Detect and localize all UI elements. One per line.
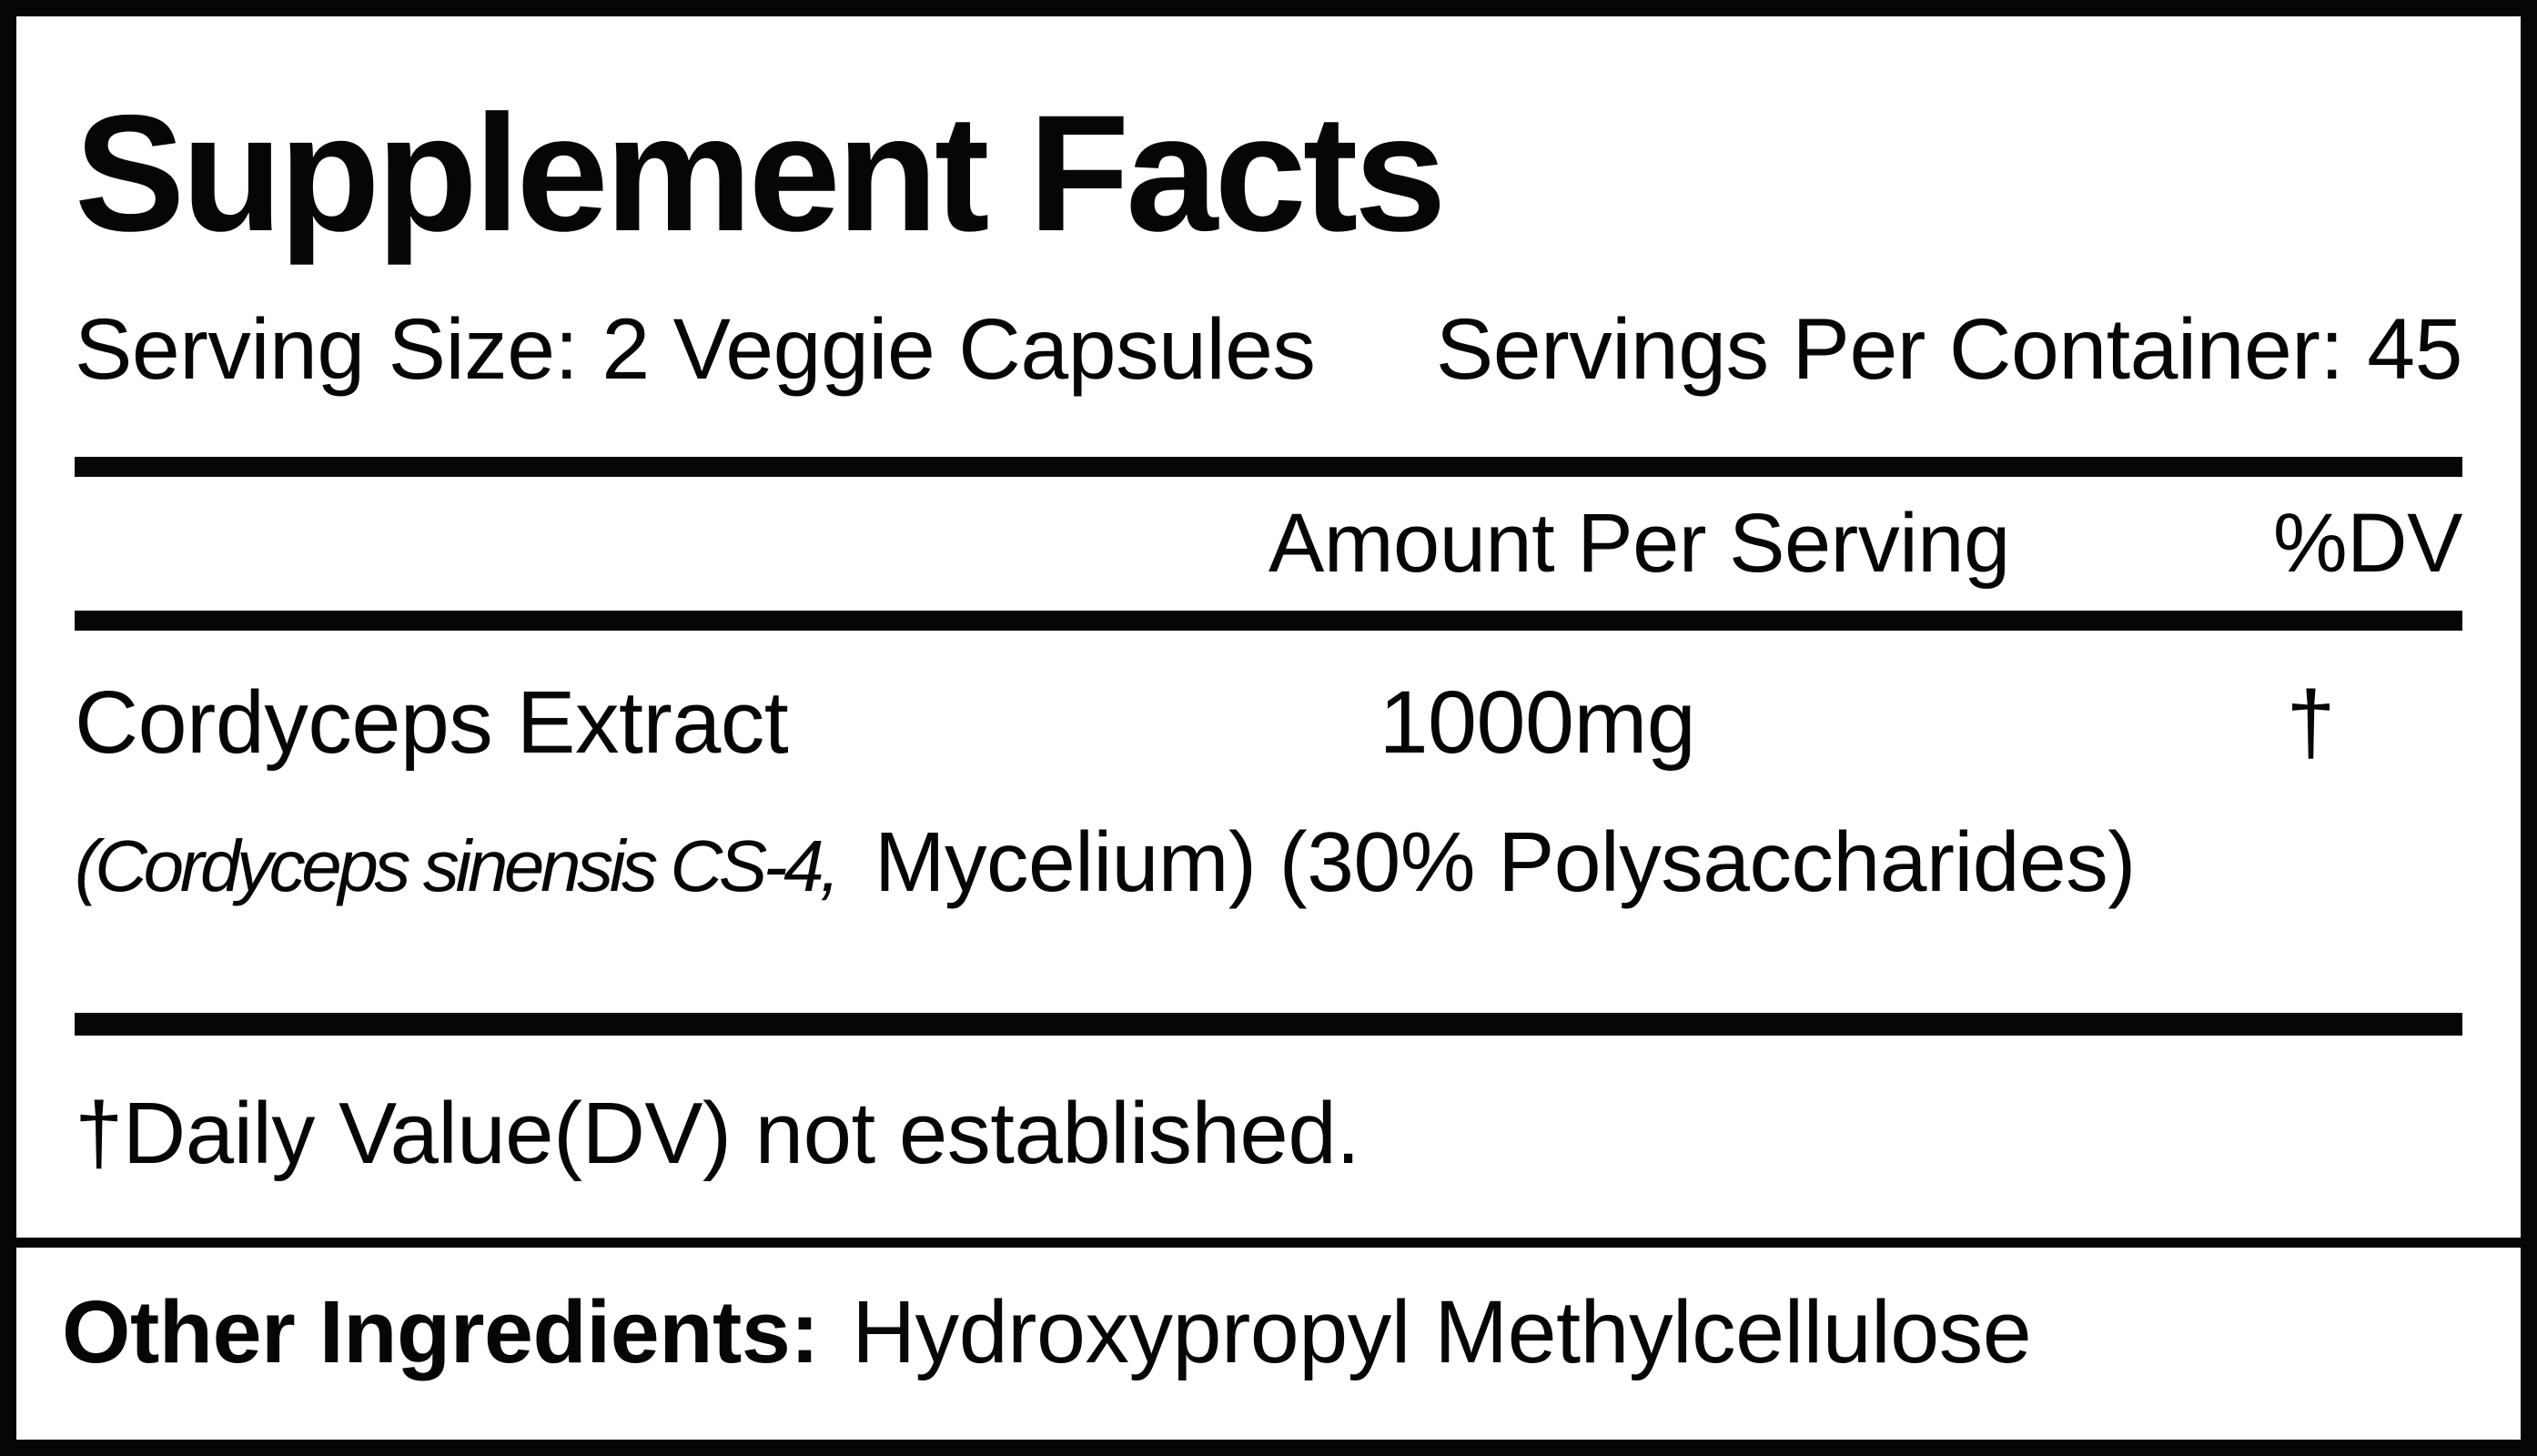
ingredient-detail-text: Mycelium) (30% Polysaccharides): [874, 814, 2136, 910]
divider-bar-header: [75, 611, 2462, 631]
amount-per-serving-header: Amount Per Serving: [1268, 497, 2010, 591]
percent-dv-header: %DV: [2272, 497, 2462, 591]
serving-info-row: [75, 296, 2462, 404]
facts-main-section: [16, 16, 2521, 1238]
ingredient-name: Cordyceps Extract: [75, 672, 789, 773]
other-ingredients-section: [16, 1238, 2521, 1440]
ingredient-row: [75, 665, 2462, 780]
daily-value-footnote: †Daily Value(DV) not established.: [75, 1085, 1360, 1183]
ingredient-botanical-name: (Cordyceps sinensis CS-4,: [75, 825, 836, 907]
divider-bar-top: [75, 457, 2462, 477]
column-header-row: [75, 491, 2462, 596]
ingredient-detail-row: [75, 807, 2462, 917]
other-ingredients-label: Other Ingredients:: [62, 1281, 820, 1381]
divider-bar-bottom: [75, 1013, 2462, 1036]
ingredient-amount: 1000mg: [1379, 672, 1696, 773]
servings-per-container-text: Servings Per Container: 45: [1435, 301, 2462, 399]
serving-size-text: Serving Size: 2 Veggie Capsules: [75, 301, 1316, 399]
ingredient-dv-dagger: †: [2286, 672, 2335, 773]
other-ingredients-value: Hydroxypropyl Methylcellulose: [852, 1281, 2032, 1381]
panel-title: Supplement Facts: [75, 80, 1443, 266]
